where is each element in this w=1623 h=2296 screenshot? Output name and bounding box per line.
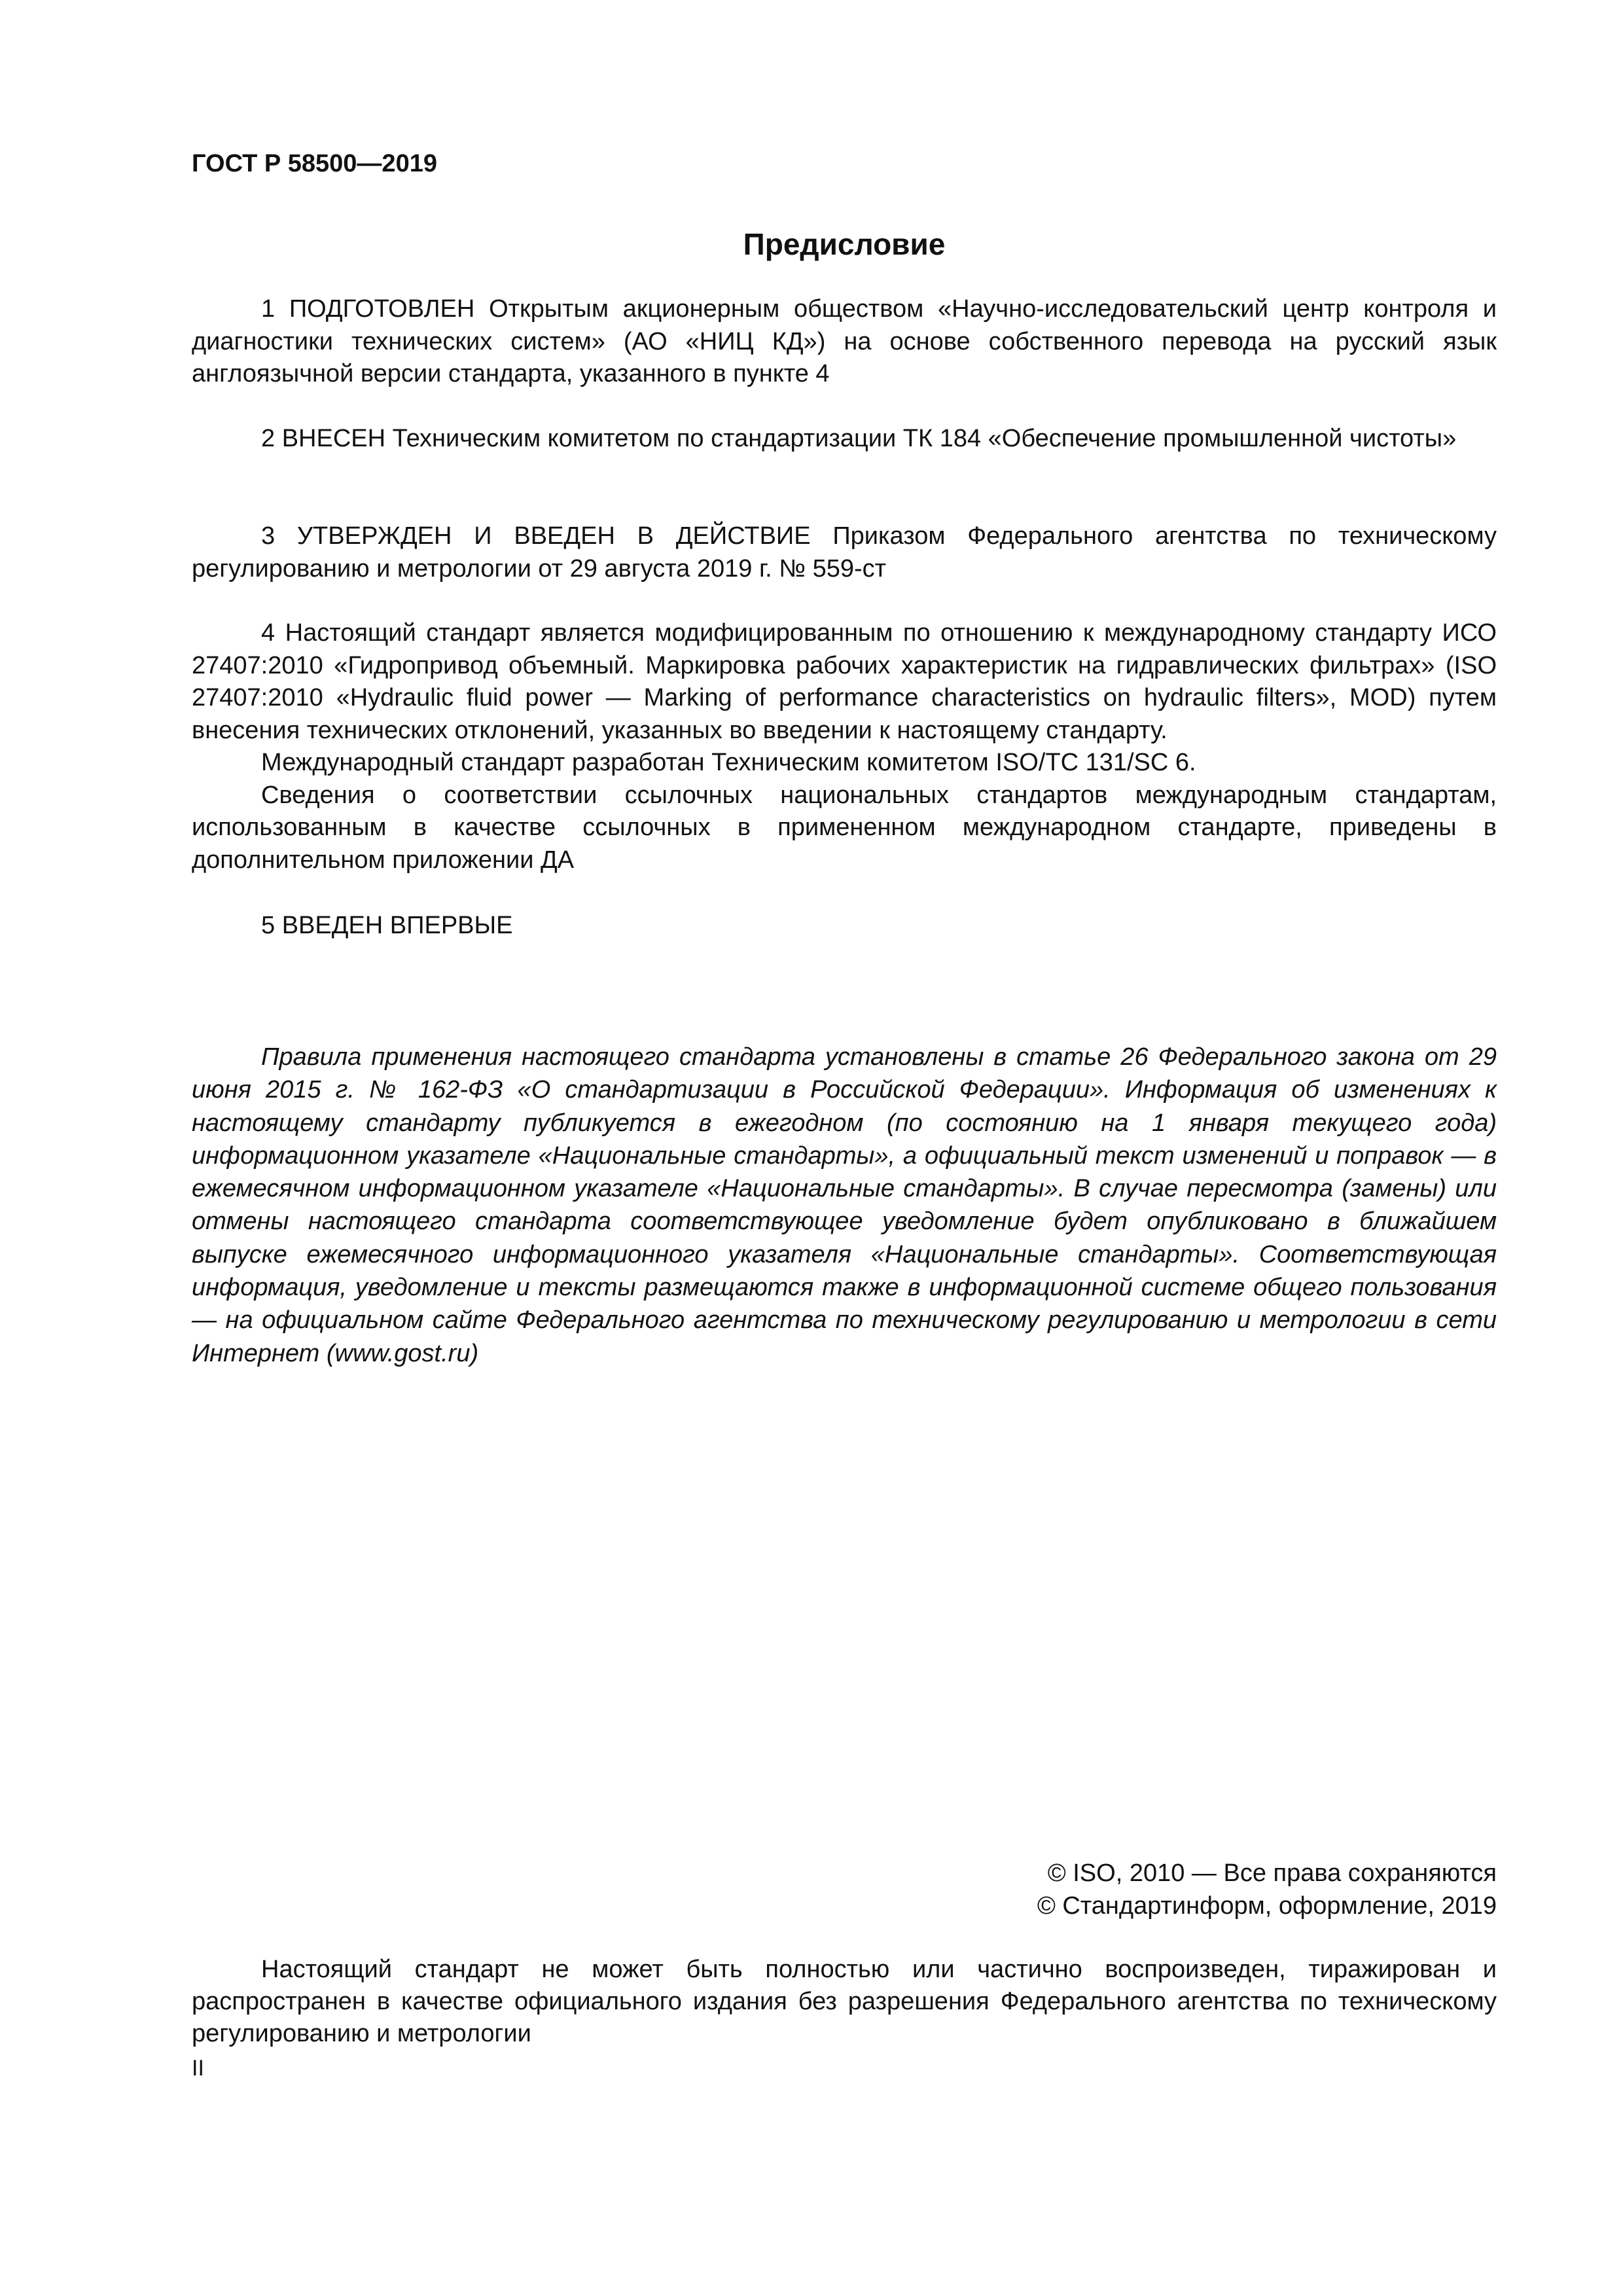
foreword-paragraph: 1 ПОДГОТОВЛЕН Открытым акционерным обществом «Научно-исследовательский центр контроля и диагностики технических систем» (АО «НИЦ КД») на основе собственного перевода на русский язык англоязычной версии стандарта, указанного в пункте 4 [192,295,1497,387]
foreword-paragraph: Сведения о соответствии ссылочных национальных стандартов международным стандартам, использованным в качестве ссылочных в примененном международном стандарте, приведены в дополнительном приложении ДА [192,781,1497,874]
standard-id-header: ГОСТ Р 58500—2019 [192,150,437,177]
page-title: Предисловие [743,227,946,261]
foreword-item-1 [192,293,1497,391]
reproduction-notice: Настоящий стандарт не может быть полностью или частично воспроизведен, тиражирован и распространен в качестве официального издания без разрешения Федерального агентства по техническому регулированию и метрологии [192,1956,1497,2047]
foreword-paragraph: 2 ВНЕСЕН Техническим комитетом по стандартизации ТК 184 «Обеспечение промышленной чистоты» [261,425,1457,452]
application-rules-notice: Правила применения настоящего стандарта установлены в статье 26 Федерального закона от 29 июня 2015 г. № 162-ФЗ «О стандартизации в Российской Федерации». Информация об изменениях к настоящему стандарту публикуется в ежегодном (по состоянию на 1 января текущего года) информационном указателе «Национальные стандарты», а официальный текст изменений и поправок — в ежемесячном информационном указателе «Национальные стандарты». В случае пересмотра (замены) или отмены настоящего стандарта соответствующее уведомление будет опубликовано в ближайшем выпуске ежемесячного информационного указателя «Национальные стандарты». Соответствующая информация, уведомление и тексты размещаются также в информационной системе общего пользования — на официальном сайте Федерального агентства по техническому регулированию и метрологии в сети Интернет (www.gost.ru) [192,1043,1497,1367]
copyright-iso: © ISO, 2010 — Все права сохраняются [1047,1859,1497,1887]
foreword-item-2 [192,423,1497,456]
foreword-item-3 [192,520,1497,585]
page-number: II [192,2056,204,2081]
foreword-paragraph: Международный стандарт разработан Техническим комитетом ISO/TC 131/SC 6. [261,749,1196,776]
foreword-paragraph: 3 УТВЕРЖДЕН И ВВЕДЕН В ДЕЙСТВИЕ Приказом Федерального агентства по техническому регулированию и метрологии от 29 августа 2019 г. № 559-ст [192,522,1497,583]
foreword-paragraph: 5 ВВЕДЕН ВПЕРВЫЕ [261,912,513,939]
foreword-item-4 [192,617,1497,876]
foreword-item-5 [192,910,1497,942]
foreword-paragraph: 4 Настоящий стандарт является модифицированным по отношению к международному стандарту ИСО 27407:2010 «Гидропривод объемный. Маркировка рабочих характеристик на гидравлических фильтрах» (ISO 27407:2010 «Hydraulic fluid power — Marking of performance characteristics on hydraulic filters», MOD) путем внесения технических отклонений, указанных во введении к настоящему стандарту. [192,619,1497,744]
copyright-standartinform: © Стандартинформ, оформление, 2019 [1037,1892,1497,1920]
copyright-block [1037,1857,1497,1922]
